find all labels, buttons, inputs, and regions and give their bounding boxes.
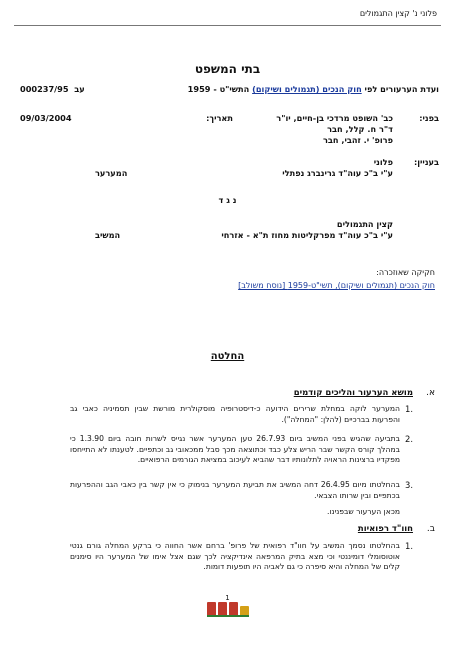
tribunal-line xyxy=(149,84,439,95)
tribunal-prefix: ועדת הערעורים לפי xyxy=(361,84,439,94)
case-number: 000237/95 xyxy=(20,84,69,94)
section-a-closing: מכאן הערעור שבפנינו. xyxy=(326,507,400,516)
case-label: עב xyxy=(74,84,85,94)
matter-label: בעניין: xyxy=(413,157,439,167)
section-b-item-1-text: בהחלטתו נסמך המשיב על חוו"ד רפואית של פרופ' ברחם אשר החווה כי ברקע המחלה גורם גנטי אוטוסומלי דומיננטי וכי מצא בתיק המרפאה אינדיקציה לכך שגם אצל אימו של המערער היו סימנים קלים של המחלה והיא סיפרה כי גם לאביה היו תופעות דומות. xyxy=(70,541,400,571)
bench-label: בפני: xyxy=(419,113,439,123)
section-a-item-3-text: בהחלטתו מיום 26.4.95 דחה המשיב את תביעת המערער בנימוק כי אין קשר בין כאבי הגב וההפרעות בכתפיים ובין שרותו הצבאי. xyxy=(70,480,400,500)
appellant-role: המערער xyxy=(95,168,128,178)
decision-title: החלטה xyxy=(210,351,245,362)
law-link[interactable]: חוק הנכים (תגמולים ושיקום) xyxy=(252,84,362,94)
court-title: בתי המשפט xyxy=(194,62,261,76)
decision-date: 09/03/2004 xyxy=(20,113,72,123)
section-a-item-1-text: המערער לוקה במחלת שרירים הידועה כ-דיסטרופיה מוסקולרית מורשת שבין תסמיניה כאבי גב והפרעות בברכיים (להלן: "המחלה"). xyxy=(70,404,400,424)
section-a-item-2-num: 2. xyxy=(405,434,413,444)
section-b-letter: ב. xyxy=(426,524,435,534)
appellant-name: פלוני xyxy=(373,157,393,167)
header-divider xyxy=(14,25,441,26)
running-header: פלוני נ' קצין התגמולים xyxy=(359,9,437,18)
section-a-title: מושא הערעור והליכים קודמים xyxy=(293,388,413,398)
section-b-item-1-num: 1. xyxy=(405,541,413,551)
publisher-logo-icon xyxy=(205,600,251,618)
section-a-letter: א. xyxy=(426,388,435,398)
legislation-link[interactable]: חוק הנכים (תגמולים ושיקום), תשי"ט-1959 [נוסח משולב] xyxy=(238,281,435,290)
section-a-item-2-text: בתביעה שהגיש בפני המשיב ביום 26.7.93 טען המערער אשר נגייס לשרות חובה ביום 1.3.90 כי במהלך קורס הקשר שבר הריש צלע כבד וכתוצאה מכך סבל ממכאובי גב וכתפיים. לטענתו לא התייחסו מפקדיו ברצינות הראויה לתלונותיו דבר שהביא לעיכוב במציאת הגורמים הרפואיים. xyxy=(70,434,400,464)
section-b-title: חוו"ד רפואיות xyxy=(357,524,413,534)
bench-member-1: ד"ר ח. קלל, חבר xyxy=(327,124,393,134)
versus: נ ג ד xyxy=(218,195,237,205)
section-a-item-3-num: 3. xyxy=(405,480,413,490)
respondent-name: קצין התגמולים xyxy=(336,219,393,229)
page-number: 1 xyxy=(225,594,230,602)
section-a-item-1-num: 1. xyxy=(405,404,413,414)
case-number-block xyxy=(20,84,85,94)
legislation-label: חקיקה שאוזכרה: xyxy=(376,268,435,277)
bench-member-2: פרופ' י. זהבי, חבר xyxy=(322,135,393,145)
tribunal-suffix: התשי"ט - 1959 xyxy=(187,84,253,94)
bench-judge: כב' השופט מרדכי בן-חיים, יו"ר xyxy=(276,113,393,123)
respondent-role: המשיב xyxy=(95,230,121,240)
appellant-counsel: ע"י ב"כ עוה"ד גרינברג נפתלי xyxy=(282,168,393,178)
date-label: תאריך: xyxy=(206,113,233,123)
respondent-counsel: ע"י ב"כ עוה"ד מפרקליטות מחוז ת"א - אזרחי xyxy=(221,230,393,240)
